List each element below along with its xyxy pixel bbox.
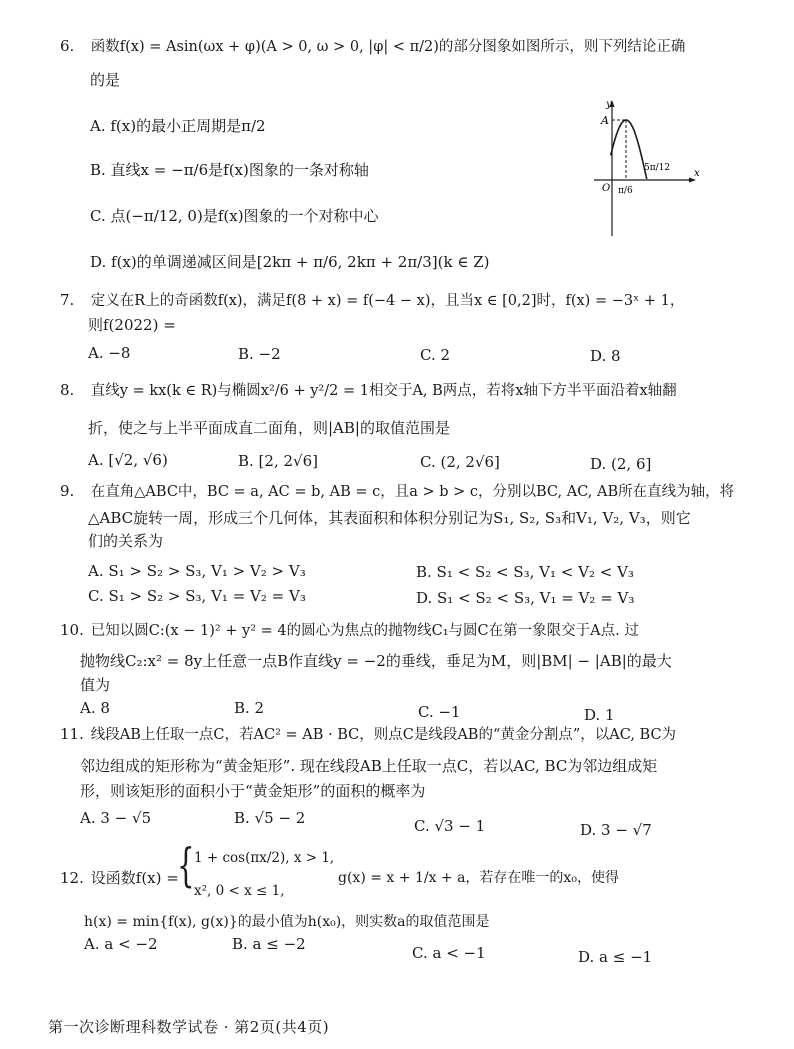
q6-number: 6. [60,37,75,55]
q9-option-b: B. S₁ < S₂ < S₃, V₁ < V₂ < V₃ [416,563,634,581]
q12-option-a: A. a < −2 [84,935,158,953]
pi-over-6-label: π/6 [618,186,633,196]
q7-option-a: A. −8 [88,344,131,362]
q10-option-a: A. 8 [80,699,110,717]
q6-option-d: D. f(x)的单调递减区间是[2kπ + π/6, 2kπ + 2π/3](k ∈ Z) [90,253,490,271]
q6-option-c: C. 点(−π/12, 0)是f(x)图象的一个对称中心 [90,207,379,225]
amplitude-label: A [601,114,609,127]
q9-option-a: A. S₁ > S₂ > S₃, V₁ > V₂ > V₃ [88,562,306,580]
q10-stem-line3: 值为 [80,676,111,694]
q7-stem-text1: 定义在R上的奇函数f(x)，满足f(8 + x) = f(−4 − x)，且当x ∈ [0,2]时，f(x) = −3ˣ + 1， [90,293,685,309]
q12-stem-text1: 设函数f(x) = [90,869,179,887]
q10-option-c: C. −1 [418,703,461,721]
q12-stem-line2: h(x) = min{f(x), g(x)}的最小值为h(x₀)，则实数a的取值范围是 [84,914,490,930]
q6-stem-line2: 的是 [90,71,121,89]
q7-stem-line1 [60,290,684,311]
q8-option-d: D. (2, 6] [590,455,652,473]
q11-stem-line3: 形，则该矩形的面积小于“黄金矩形”的面积的概率为 [80,782,426,800]
x-axis-label: x [694,168,700,179]
q12-option-c: C. a < −1 [412,944,486,962]
q12-case1: 1 + cos(πx/2), x > 1, [194,850,335,866]
q9-stem-line1 [60,481,734,502]
q6-stem-line1 [60,36,685,57]
q6-sine-graph [590,98,700,238]
q9-stem-line3: 们的关系为 [88,532,164,550]
five-pi-over-12-label: 5π/12 [644,163,671,173]
q8-number: 8. [60,381,75,399]
q7-option-c: C. 2 [420,346,451,364]
q11-option-b: B. √5 − 2 [234,809,306,827]
q11-stem-text1: 线段AB上任取一点C，若AC² = AB · BC，则点C是线段AB的“黄金分割点”，以AC, BC为 [90,727,677,743]
q10-stem-text1: 已知以圆C:(x − 1)² + y² = 4的圆心为焦点的抛物线C₁与圆C在第一象限交于A点. 过 [90,623,639,639]
q12-case2: x², 0 < x ≤ 1, [194,883,285,899]
q12-piecewise-brace: { [177,838,195,892]
q12-option-d: D. a ≤ −1 [578,948,653,966]
q7-option-d: D. 8 [590,347,621,365]
q6-option-b: B. 直线x = −π/6是f(x)图象的一条对称轴 [90,161,369,179]
q12-stem-line1 [60,868,179,888]
q8-stem-text1: 直线y = kx(k ∈ R)与椭圆x²/6 + y²/2 = 1相交于A, B两点，若将x轴下方半平面沿着x轴翻 [90,383,677,399]
q10-stem-line1 [60,620,639,641]
q11-option-c: C. √3 − 1 [414,817,486,835]
q7-number: 7. [60,291,75,309]
q11-stem-line1 [60,724,676,745]
q8-option-c: C. (2, 2√6] [420,453,500,471]
y-axis-label: y [606,99,612,110]
q8-stem-line1 [60,380,677,401]
q9-stem-text1: 在直角△ABC中，BC = a, AC = b, AB = c，且a > b > c，分别以BC, AC, AB所在直线为轴，将 [90,484,735,500]
q7-option-b: B. −2 [238,345,281,363]
q9-option-d: D. S₁ < S₂ < S₃, V₁ = V₂ = V₃ [416,589,635,607]
page-footer: 第一次诊断理科数学试卷 · 第2页(共4页) [48,1018,330,1036]
q12-stem-text1b: g(x) = x + 1/x + a，若存在唯一的x₀，使得 [338,870,619,886]
q9-stem-line2: △ABC旋转一周，形成三个几何体，其表面积和体积分别记为S₁, S₂, S₃和V₁, V₂, V₃，则它 [88,509,691,527]
q10-option-b: B. 2 [234,699,265,717]
q10-option-d: D. 1 [584,706,615,724]
q10-number: 10. [60,621,84,639]
sine-curve [611,120,647,179]
q6-stem-text1: 函数f(x) = Asin(ωx + φ)(A > 0, ω > 0, |φ| < π/2)的部分图象如图所示，则下列结论正确 [90,39,686,55]
q10-stem-line2: 抛物线C₂:x² = 8y上任意一点B作直线y = −2的垂线，垂足为M，则|BM| − |AB|的最大 [80,652,672,670]
q11-stem-line2: 邻边组成的矩形称为“黄金矩形”. 现在线段AB上任取一点C，若以AC, BC为邻边组成矩 [80,757,658,775]
origin-label: O [602,183,611,194]
q8-option-a: A. [√2, √6) [88,451,168,469]
q8-stem-line2: 折，使之与上半平面成直二面角，则|AB|的取值范围是 [88,419,450,437]
q9-option-c: C. S₁ > S₂ > S₃, V₁ = V₂ = V₃ [88,587,306,605]
q11-option-a: A. 3 − √5 [80,809,152,827]
q11-option-d: D. 3 − √7 [580,821,652,839]
q11-number: 11. [60,725,84,743]
q12-option-b: B. a ≤ −2 [232,935,306,953]
q9-number: 9. [60,482,75,500]
q8-option-b: B. [2, 2√6] [238,452,318,470]
q6-option-a: A. f(x)的最小正周期是π/2 [90,117,266,135]
q7-stem-line2: 则f(2022) = [88,316,176,334]
q12-number: 12. [60,869,84,887]
